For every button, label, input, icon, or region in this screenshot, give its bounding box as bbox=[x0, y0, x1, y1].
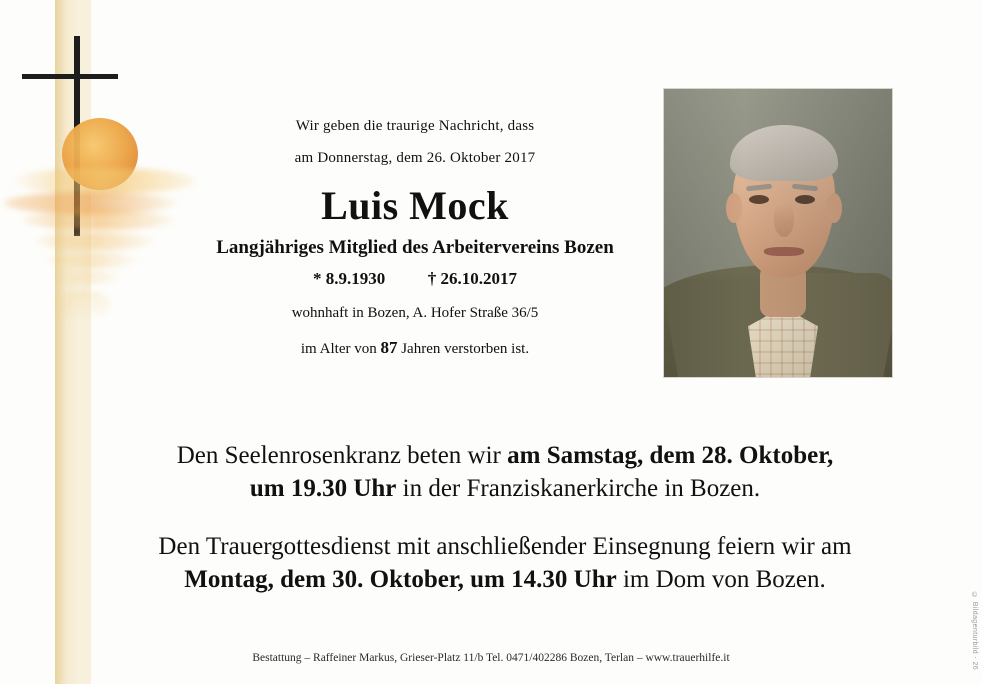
address-line: wohnhaft in Bozen, A. Hofer Straße 36/5 bbox=[291, 305, 539, 321]
water-reflection-stroke bbox=[36, 232, 154, 250]
service-place: im Dom von Bozen. bbox=[616, 565, 826, 593]
birth-date: * 8.9.1930 bbox=[313, 269, 386, 288]
service-paragraph bbox=[110, 531, 900, 596]
water-reflection-stroke bbox=[52, 270, 122, 284]
service-lead: Den Trauergottesdienst mit anschließender Einsegnung feiern wir am bbox=[158, 533, 852, 560]
cross-icon-crossbar bbox=[22, 74, 118, 79]
rosary-date: am Samstag, dem 28. Oktober, bbox=[507, 442, 834, 469]
membership-line: Langjähriges Mitglied des Arbeitervereins Bozen bbox=[216, 237, 614, 258]
intro-line-2: am Donnerstag, dem 26. Oktober 2017 bbox=[294, 150, 536, 166]
rosary-paragraph bbox=[110, 440, 900, 505]
water-reflection-stroke bbox=[24, 210, 174, 230]
service-details-block bbox=[110, 440, 900, 596]
rosary-lead: Den Seelenrosenkranz beten wir bbox=[176, 442, 508, 469]
intro-line-1: Wir geben die traurige Nachricht, dass bbox=[295, 118, 535, 134]
funeral-home-footer: Bestattung – Raffeiner Markus, Grieser-Platz 11/b Tel. 0471/402286 Bozen, Terlan – www.trauerhilfe.it bbox=[252, 652, 730, 664]
rosary-time: um 19.30 Uhr bbox=[249, 474, 397, 502]
decorative-band-secondary bbox=[81, 0, 91, 684]
service-datetime: Montag, dem 30. Oktober, um 14.30 Uhr bbox=[184, 565, 617, 593]
deceased-name: Luis Mock bbox=[321, 183, 509, 228]
announcement-block bbox=[180, 118, 650, 358]
age-prefix: im Alter von bbox=[300, 341, 381, 357]
image-credit-watermark: © Bildagenturbild - 26 bbox=[971, 592, 978, 671]
water-reflection-stroke bbox=[10, 168, 196, 194]
age-number: 87 bbox=[380, 338, 398, 357]
water-reflection-stroke bbox=[56, 290, 110, 320]
death-date: † 26.10.2017 bbox=[427, 269, 517, 288]
age-suffix: Jahren verstorben ist. bbox=[397, 341, 530, 357]
life-dates bbox=[180, 269, 650, 289]
portrait-photo bbox=[663, 88, 893, 378]
photo-vignette bbox=[664, 89, 892, 377]
age-line bbox=[180, 338, 650, 358]
water-reflection-stroke bbox=[46, 252, 138, 268]
rosary-place: in der Franziskanerkirche in Bozen. bbox=[396, 474, 761, 502]
